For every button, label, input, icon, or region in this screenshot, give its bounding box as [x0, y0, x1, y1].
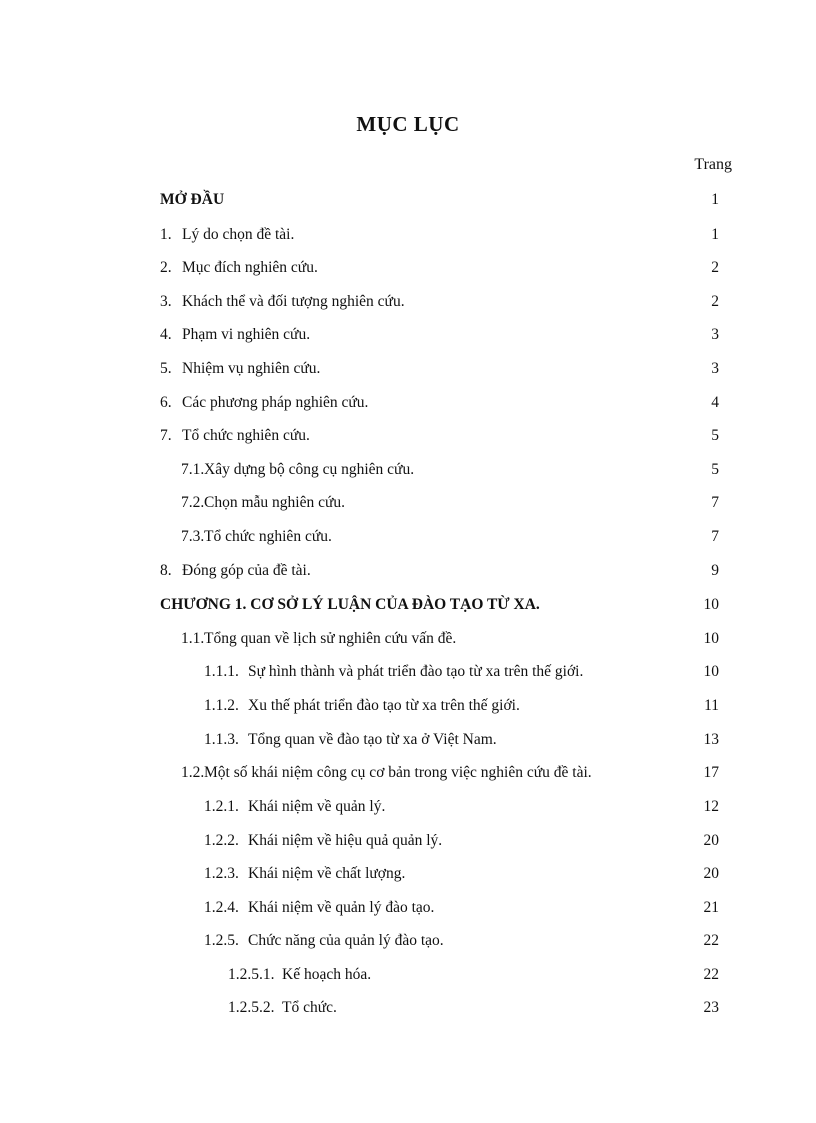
toc-entry[interactable] — [0, 627, 816, 651]
toc-entry-number: 1.2.1. — [204, 798, 239, 815]
toc-entry-text: Nhiệm vụ nghiên cứu. — [182, 360, 321, 377]
toc-entry[interactable] — [0, 829, 816, 853]
toc-entry-page: 7 — [711, 528, 719, 545]
toc-entry-number: 1.2.5. — [204, 932, 239, 949]
toc-entry-page: 7 — [711, 494, 719, 511]
toc-entry-number: 3. — [160, 293, 172, 310]
toc-entry[interactable] — [0, 862, 816, 886]
toc-entry-text: Khái niệm về quản lý. — [248, 798, 386, 815]
toc-entry[interactable] — [0, 525, 816, 549]
toc-entry-text: Chức năng của quản lý đào tạo. — [248, 932, 444, 949]
toc-entry-text: Tổ chức nghiên cứu. — [204, 528, 332, 545]
toc-entry-page: 21 — [703, 899, 719, 916]
toc-entry-number: 1.1. — [181, 630, 205, 647]
toc-entry-number: 6. — [160, 394, 172, 411]
toc-entry-page: 23 — [703, 999, 719, 1016]
toc-entry[interactable] — [0, 795, 816, 819]
toc-entry-page: 20 — [703, 832, 719, 849]
toc-entry-page: 3 — [711, 360, 719, 377]
toc-entry[interactable] — [0, 593, 816, 617]
toc-entry-text: CHƯƠNG 1. CƠ SỞ LÝ LUẬN CỦA ĐÀO TẠO TỪ XA. — [160, 596, 540, 613]
toc-entry-number: 2. — [160, 259, 172, 276]
toc-entry[interactable] — [0, 323, 816, 347]
toc-entry-page: 1 — [711, 191, 719, 208]
toc-entry[interactable] — [0, 256, 816, 280]
toc-entry-number: 1.2.2. — [204, 832, 239, 849]
toc-entry-page: 22 — [703, 966, 719, 983]
toc-entry-text: Xu thế phát triển đào tạo từ xa trên thế giới. — [248, 697, 520, 714]
toc-entry-number: 1.2.5.1. — [228, 966, 275, 983]
toc-entry-text: Khái niệm về chất lượng. — [248, 865, 406, 882]
toc-entry-page: 10 — [703, 596, 719, 613]
toc-entry-text: Khách thể và đối tượng nghiên cứu. — [182, 293, 405, 310]
toc-entry-page: 5 — [711, 461, 719, 478]
toc-entry[interactable] — [0, 694, 816, 718]
toc-entry[interactable] — [0, 458, 816, 482]
toc-entry-text: Sự hình thành và phát triển đào tạo từ xa trên thế giới. — [248, 663, 584, 680]
toc-entry-text: Các phương pháp nghiên cứu. — [182, 394, 369, 411]
toc-entry-text: Khái niệm về quản lý đào tạo. — [248, 899, 435, 916]
toc-entry[interactable] — [0, 929, 816, 953]
toc-entry-number: 1.1.1. — [204, 663, 239, 680]
toc-entry[interactable] — [0, 491, 816, 515]
toc-entry[interactable] — [0, 559, 816, 583]
toc-entry-page: 12 — [703, 798, 719, 815]
toc-entry-page: 22 — [703, 932, 719, 949]
toc-entry-page: 5 — [711, 427, 719, 444]
toc-entry-number: 1.1.2. — [204, 697, 239, 714]
toc-entry[interactable] — [0, 290, 816, 314]
toc-entry-text: Xây dựng bộ công cụ nghiên cứu. — [204, 461, 415, 478]
toc-entry-page: 17 — [703, 764, 719, 781]
toc-entry-text: Tổng quan về lịch sử nghiên cứu vấn đề. — [204, 630, 457, 647]
toc-entry[interactable] — [0, 223, 816, 247]
toc-entry-page: 1 — [711, 226, 719, 243]
toc-entry[interactable] — [0, 188, 816, 212]
toc-entry[interactable] — [0, 660, 816, 684]
toc-entry-text: Tổ chức nghiên cứu. — [182, 427, 310, 444]
toc-entry[interactable] — [0, 357, 816, 381]
toc-entry-page: 2 — [711, 293, 719, 310]
toc-entry-number: 1.2.3. — [204, 865, 239, 882]
toc-entry-page: 20 — [703, 865, 719, 882]
toc-entry-number: 1.2.4. — [204, 899, 239, 916]
toc-entry-number: 1.2. — [181, 764, 205, 781]
toc-entry-number: 1.2.5.2. — [228, 999, 275, 1016]
toc-entry-page: 9 — [711, 562, 719, 579]
toc-entry[interactable] — [0, 896, 816, 920]
toc-entry-text: Mục đích nghiên cứu. — [182, 259, 318, 276]
toc-entry-text: MỞ ĐẦU — [160, 191, 225, 208]
page-column-header: Trang — [694, 156, 732, 173]
toc-entry-text: Một số khái niệm công cụ cơ bản trong việc nghiên cứu đề tài. — [204, 764, 592, 781]
toc-entry-text: Phạm vi nghiên cứu. — [182, 326, 311, 343]
toc-entry[interactable] — [0, 424, 816, 448]
toc-entry-number: 5. — [160, 360, 172, 377]
toc-entry-text: Khái niệm về hiệu quả quản lý. — [248, 832, 443, 849]
toc-entry-page: 3 — [711, 326, 719, 343]
toc-entry-text: Chọn mẫu nghiên cứu. — [204, 494, 345, 511]
toc-entry-number: 4. — [160, 326, 172, 343]
toc-entry-text: Lý do chọn đề tài. — [182, 226, 295, 243]
toc-entry-number: 7.2. — [181, 494, 205, 511]
toc-entry-page: 13 — [703, 731, 719, 748]
toc-entry-text: Tổng quan về đào tạo từ xa ở Việt Nam. — [248, 731, 497, 748]
page-title: MỤC LỤC — [356, 112, 460, 136]
toc-entry-number: 7.1. — [181, 461, 205, 478]
toc-entry-number: 8. — [160, 562, 172, 579]
toc-entry[interactable] — [0, 963, 816, 987]
toc-entry[interactable] — [0, 728, 816, 752]
toc-entry-text: Kế hoạch hóa. — [282, 966, 372, 983]
toc-entry[interactable] — [0, 996, 816, 1020]
toc-entry-page: 11 — [704, 697, 719, 714]
toc-entry-number: 1.1.3. — [204, 731, 239, 748]
toc-entry-page: 10 — [703, 630, 719, 647]
toc-entry-page: 4 — [711, 394, 719, 411]
toc-entry-page: 10 — [703, 663, 719, 680]
toc-entry-number: 7.3. — [181, 528, 205, 545]
toc-entry-text: Đóng góp của đề tài. — [182, 562, 311, 579]
toc-entry-text: Tổ chức. — [282, 999, 337, 1016]
toc-entry[interactable] — [0, 761, 816, 785]
toc-entry[interactable] — [0, 391, 816, 415]
toc-entry-number: 7. — [160, 427, 172, 444]
toc-entry-page: 2 — [711, 259, 719, 276]
toc-entry-number: 1. — [160, 226, 172, 243]
